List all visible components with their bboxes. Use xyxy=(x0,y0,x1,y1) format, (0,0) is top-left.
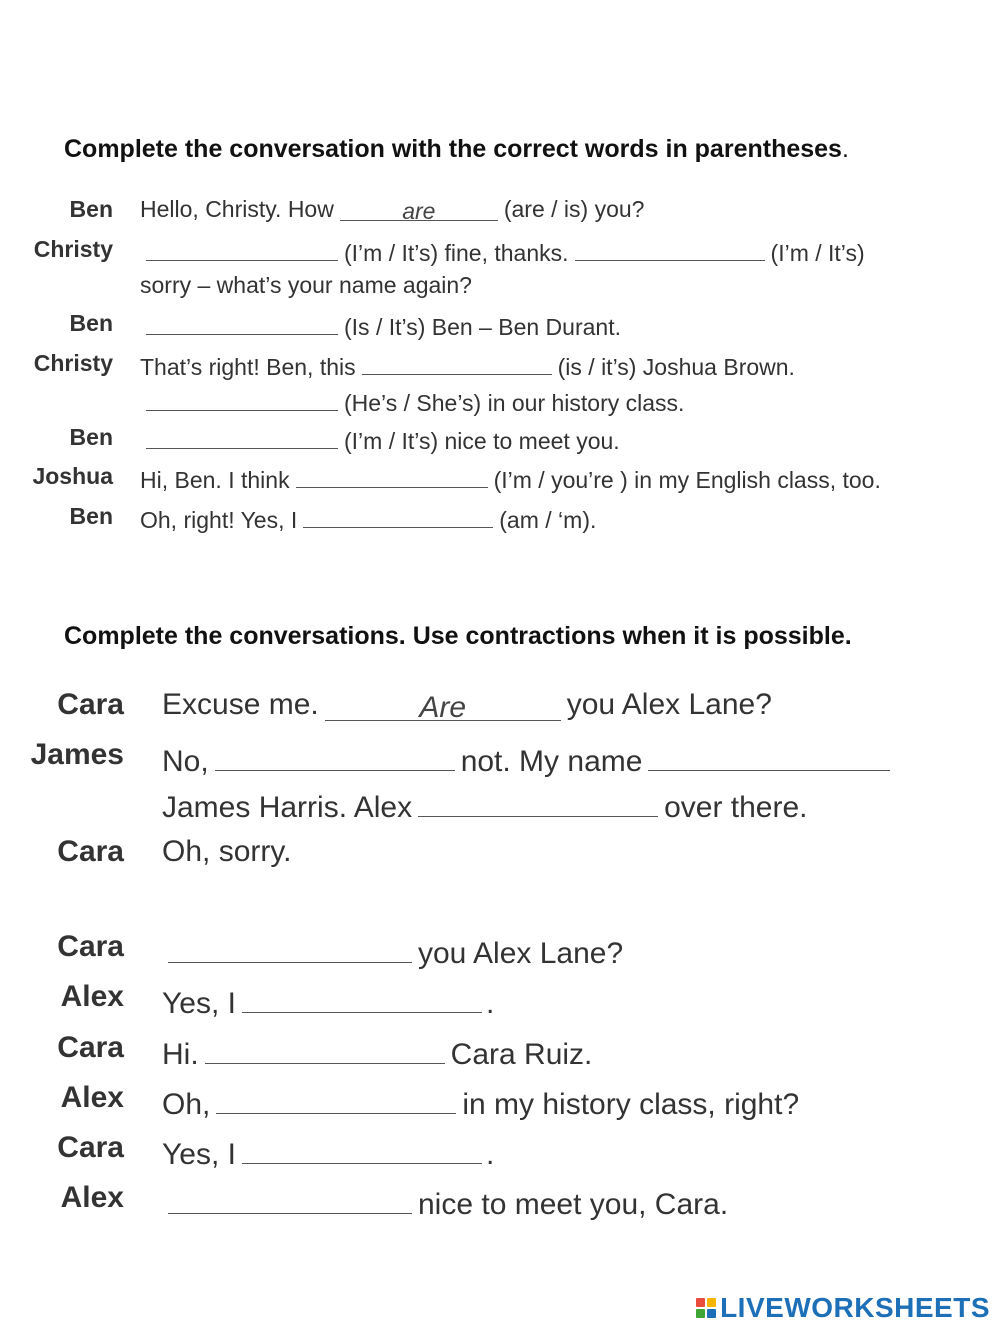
dialogue-fragment: (He’s / She’s) in our history class. xyxy=(344,390,685,417)
answer-blank[interactable] xyxy=(575,236,765,261)
answer-blank[interactable] xyxy=(168,1181,412,1214)
dialogue-fragment: Oh, sorry. xyxy=(162,835,292,868)
dialogue-fragment: Oh, right! Yes, I xyxy=(140,507,298,534)
answer-blank[interactable] xyxy=(648,738,890,771)
dialogue-fragment: (are / is) you? xyxy=(503,196,645,222)
answer-blank[interactable] xyxy=(215,738,455,771)
speaker-name: James xyxy=(30,738,124,771)
speaker-name: Ben xyxy=(69,424,113,450)
dialogue-text xyxy=(162,738,896,779)
logo-square-red xyxy=(696,1298,705,1307)
dialogue-fragment: (I’m / you’re ) in my English class, too. xyxy=(493,467,881,494)
dialogue-fragment: James Harris. Alex xyxy=(162,790,413,824)
dialogue-text xyxy=(162,1131,494,1172)
dialogue-fragment: (I’m / It’s) nice to meet you. xyxy=(344,428,620,455)
answer-blank[interactable] xyxy=(146,424,338,449)
dialogue-fragment: over there. xyxy=(664,790,808,824)
dialogue-fragment: Hi, Ben. I think xyxy=(140,467,290,494)
dialogue-fragment: No, xyxy=(162,744,209,778)
dialogue-text xyxy=(162,688,772,722)
section1-instruction-text: Complete the conversation with the correct words in parentheses xyxy=(64,135,842,163)
speaker-name: Ben xyxy=(69,196,113,222)
answer-blank[interactable] xyxy=(340,196,498,225)
answer-blank[interactable] xyxy=(303,503,493,528)
dialogue-fragment: Yes, I xyxy=(162,1137,236,1171)
answer-text: are xyxy=(402,198,436,225)
speaker-name: Alex xyxy=(60,1181,124,1214)
dialogue-fragment: you Alex Lane? xyxy=(566,688,772,721)
dialogue-fragment: That’s right! Ben, this xyxy=(140,354,356,381)
liveworksheets-wordmark: LIVEWORKSHEETS xyxy=(720,1292,990,1323)
speaker-name: Cara xyxy=(57,688,124,721)
dialogue-fragment: (Is / It’s) Ben – Ben Durant. xyxy=(344,314,621,341)
section2-instruction xyxy=(64,622,852,651)
speaker-name: Cara xyxy=(57,1131,124,1164)
dialogue-fragment: Excuse me. xyxy=(162,688,319,721)
dialogue-text xyxy=(162,835,291,869)
dialogue-fragment: you Alex Lane? xyxy=(418,936,624,970)
answer-blank[interactable] xyxy=(362,350,552,375)
speaker-name: Ben xyxy=(69,503,113,529)
dialogue-text xyxy=(140,272,472,299)
liveworksheets-logo xyxy=(696,1292,990,1324)
speaker-name: Cara xyxy=(57,1031,124,1064)
answer-blank[interactable] xyxy=(325,688,561,724)
dialogue-text xyxy=(162,980,494,1021)
dialogue-fragment: . xyxy=(485,986,495,1020)
answer-text: Are xyxy=(419,691,467,724)
dialogue-fragment: Oh, xyxy=(162,1087,211,1121)
liveworksheets-mark-icon xyxy=(696,1298,716,1318)
section1-instruction xyxy=(64,135,849,164)
speaker-name: Cara xyxy=(57,930,124,963)
section2-instruction-text: Complete the conversations. Use contractions when it is possible. xyxy=(64,622,852,650)
dialogue-fragment: Hi. xyxy=(162,1037,199,1071)
answer-blank[interactable] xyxy=(418,784,658,817)
answer-blank[interactable] xyxy=(242,980,482,1013)
speaker-name: Cara xyxy=(57,835,124,868)
dialogue-text xyxy=(140,503,596,534)
dialogue-fragment: in my history class, right? xyxy=(462,1087,800,1121)
dialogue-text xyxy=(162,930,623,971)
dialogue-fragment: not. My name xyxy=(460,744,643,778)
dialogue-text xyxy=(140,463,881,494)
dialogue-text xyxy=(140,236,865,267)
dialogue-fragment: nice to meet you, Cara. xyxy=(418,1187,729,1221)
dialogue-text xyxy=(162,1181,728,1222)
speaker-name: Joshua xyxy=(32,463,113,489)
dialogue-fragment: Hello, Christy. How xyxy=(140,196,334,222)
speaker-name: Alex xyxy=(60,1081,124,1114)
answer-blank[interactable] xyxy=(168,930,412,963)
logo-square-blue xyxy=(707,1309,716,1318)
dialogue-fragment: (I’m / It’s) xyxy=(770,240,865,267)
speaker-name: Christy xyxy=(33,236,113,262)
dialogue-text xyxy=(162,1031,592,1072)
answer-blank[interactable] xyxy=(296,463,488,488)
dialogue-text xyxy=(140,424,620,455)
logo-square-green xyxy=(696,1309,705,1318)
dialogue-text xyxy=(140,196,644,223)
dialogue-text xyxy=(162,784,808,825)
answer-blank[interactable] xyxy=(242,1131,482,1164)
dialogue-fragment: sorry – what’s your name again? xyxy=(140,272,472,298)
dialogue-fragment: (am / ‘m). xyxy=(499,507,597,534)
answer-blank[interactable] xyxy=(146,310,338,335)
speaker-name: Christy xyxy=(33,350,113,376)
dialogue-text xyxy=(140,310,621,341)
dialogue-fragment: (is / it’s) Joshua Brown. xyxy=(557,354,795,381)
logo-square-yellow xyxy=(707,1298,716,1307)
dialogue-text xyxy=(162,1081,799,1122)
dialogue-text xyxy=(140,386,684,417)
dialogue-fragment: Yes, I xyxy=(162,986,236,1020)
section1-instruction-period: . xyxy=(841,135,849,163)
answer-blank[interactable] xyxy=(216,1081,456,1114)
answer-blank[interactable] xyxy=(146,386,338,411)
dialogue-fragment: . xyxy=(485,1137,495,1171)
dialogue-text xyxy=(140,350,795,381)
speaker-name: Ben xyxy=(69,310,113,336)
answer-blank[interactable] xyxy=(205,1031,445,1064)
dialogue-fragment: Cara Ruiz. xyxy=(450,1037,593,1071)
dialogue-fragment: (I’m / It’s) fine, thanks. xyxy=(344,240,569,267)
speaker-name: Alex xyxy=(60,980,124,1013)
answer-blank[interactable] xyxy=(146,236,338,261)
